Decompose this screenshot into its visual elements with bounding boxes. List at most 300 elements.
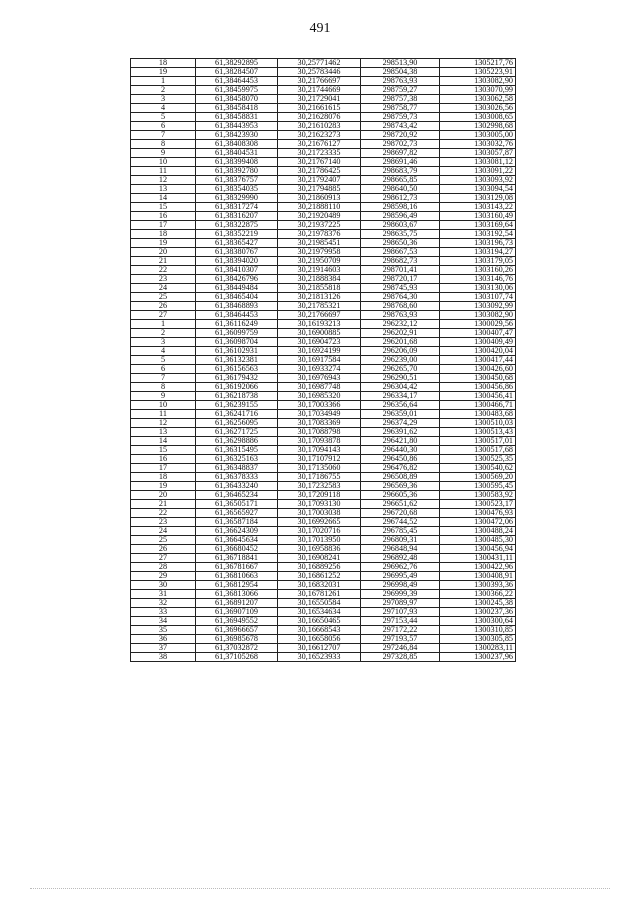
table-row bbox=[131, 401, 516, 410]
coord-y-cell: 1303194,27 bbox=[440, 248, 516, 257]
longitude-cell: 30,16904723 bbox=[278, 338, 361, 347]
latitude-cell: 61,38465404 bbox=[196, 293, 278, 302]
coord-x-cell: 298596,49 bbox=[361, 212, 440, 221]
latitude-cell: 61,38284507 bbox=[196, 68, 278, 77]
coord-x-cell: 296508,89 bbox=[361, 473, 440, 482]
coord-x-cell: 296440,30 bbox=[361, 446, 440, 455]
coord-x-cell: 296892,48 bbox=[361, 554, 440, 563]
table-row bbox=[131, 167, 516, 176]
coord-x-cell: 298720,92 bbox=[361, 131, 440, 140]
coord-x-cell: 298650,36 bbox=[361, 239, 440, 248]
table-row bbox=[131, 599, 516, 608]
coord-y-cell: 1303057,87 bbox=[440, 149, 516, 158]
latitude-cell: 61,36325163 bbox=[196, 455, 278, 464]
point-number-cell: 8 bbox=[131, 140, 196, 149]
coord-y-cell: 1303062,58 bbox=[440, 95, 516, 104]
point-number-cell: 22 bbox=[131, 509, 196, 518]
coord-x-cell: 296744,52 bbox=[361, 518, 440, 527]
coord-y-cell: 1300569,20 bbox=[440, 473, 516, 482]
latitude-cell: 61,36256095 bbox=[196, 419, 278, 428]
coord-x-cell: 296848,94 bbox=[361, 545, 440, 554]
longitude-cell: 30,16889256 bbox=[278, 563, 361, 572]
coord-x-cell: 298743,42 bbox=[361, 122, 440, 131]
coord-x-cell: 297153,44 bbox=[361, 617, 440, 626]
coord-x-cell: 298667,53 bbox=[361, 248, 440, 257]
point-number-cell: 13 bbox=[131, 185, 196, 194]
point-number-cell: 12 bbox=[131, 419, 196, 428]
table-row bbox=[131, 482, 516, 491]
latitude-cell: 61,36505171 bbox=[196, 500, 278, 509]
table-row bbox=[131, 455, 516, 464]
table-row bbox=[131, 77, 516, 86]
coord-x-cell: 296290,51 bbox=[361, 374, 440, 383]
table-row bbox=[131, 356, 516, 365]
latitude-cell: 61,38443953 bbox=[196, 122, 278, 131]
coord-x-cell: 298720,17 bbox=[361, 275, 440, 284]
latitude-cell: 61,36891207 bbox=[196, 599, 278, 608]
point-number-cell: 27 bbox=[131, 554, 196, 563]
table-row bbox=[131, 302, 516, 311]
coord-x-cell: 296476,82 bbox=[361, 464, 440, 473]
latitude-cell: 61,36348837 bbox=[196, 464, 278, 473]
latitude-cell: 61,37105268 bbox=[196, 653, 278, 662]
coord-y-cell: 1303093,92 bbox=[440, 176, 516, 185]
point-number-cell: 36 bbox=[131, 635, 196, 644]
latitude-cell: 61,36239155 bbox=[196, 401, 278, 410]
longitude-cell: 30,16550584 bbox=[278, 599, 361, 608]
point-number-cell: 6 bbox=[131, 122, 196, 131]
point-number-cell: 20 bbox=[131, 491, 196, 500]
table-row bbox=[131, 446, 516, 455]
point-number-cell: 11 bbox=[131, 167, 196, 176]
coord-y-cell: 1300237,36 bbox=[440, 608, 516, 617]
point-number-cell: 37 bbox=[131, 644, 196, 653]
longitude-cell: 30,16917584 bbox=[278, 356, 361, 365]
longitude-cell: 30,17209118 bbox=[278, 491, 361, 500]
coord-y-cell: 1300237,96 bbox=[440, 653, 516, 662]
latitude-cell: 61,38459975 bbox=[196, 86, 278, 95]
longitude-cell: 30,16668543 bbox=[278, 626, 361, 635]
coord-y-cell: 1303032,76 bbox=[440, 140, 516, 149]
point-number-cell: 14 bbox=[131, 194, 196, 203]
latitude-cell: 61,36218738 bbox=[196, 392, 278, 401]
coord-y-cell: 1300513,43 bbox=[440, 428, 516, 437]
coord-y-cell: 1300300,64 bbox=[440, 617, 516, 626]
longitude-cell: 30,16992665 bbox=[278, 518, 361, 527]
latitude-cell: 61,36985678 bbox=[196, 635, 278, 644]
latitude-cell: 61,36241716 bbox=[196, 410, 278, 419]
point-number-cell: 34 bbox=[131, 617, 196, 626]
coord-y-cell: 1305223,91 bbox=[440, 68, 516, 77]
longitude-cell: 30,21860913 bbox=[278, 194, 361, 203]
latitude-cell: 61,37032872 bbox=[196, 644, 278, 653]
point-number-cell: 10 bbox=[131, 158, 196, 167]
table-row bbox=[131, 464, 516, 473]
latitude-cell: 61,38352219 bbox=[196, 230, 278, 239]
latitude-cell: 61,38458418 bbox=[196, 104, 278, 113]
latitude-cell: 61,36102931 bbox=[196, 347, 278, 356]
point-number-cell: 18 bbox=[131, 473, 196, 482]
coord-x-cell: 297089,97 bbox=[361, 599, 440, 608]
point-number-cell: 18 bbox=[131, 230, 196, 239]
table-row bbox=[131, 428, 516, 437]
table-row bbox=[131, 221, 516, 230]
footer-divider bbox=[30, 888, 610, 889]
longitude-cell: 30,17003038 bbox=[278, 509, 361, 518]
coord-y-cell: 1300366,22 bbox=[440, 590, 516, 599]
latitude-cell: 61,36812954 bbox=[196, 581, 278, 590]
table-row bbox=[131, 149, 516, 158]
longitude-cell: 30,21920489 bbox=[278, 212, 361, 221]
latitude-cell: 61,38458831 bbox=[196, 113, 278, 122]
longitude-cell: 30,21855818 bbox=[278, 284, 361, 293]
latitude-cell: 61,38392780 bbox=[196, 167, 278, 176]
table-row bbox=[131, 374, 516, 383]
latitude-cell: 61,36156563 bbox=[196, 365, 278, 374]
coord-y-cell: 1303082,90 bbox=[440, 311, 516, 320]
latitude-cell: 61,36645634 bbox=[196, 536, 278, 545]
coord-y-cell: 1303192,54 bbox=[440, 230, 516, 239]
longitude-cell: 30,16900885 bbox=[278, 329, 361, 338]
coord-y-cell: 1300456,94 bbox=[440, 545, 516, 554]
longitude-cell: 30,21766697 bbox=[278, 77, 361, 86]
coord-x-cell: 298598,16 bbox=[361, 203, 440, 212]
coord-x-cell: 298683,79 bbox=[361, 167, 440, 176]
coord-y-cell: 1303107,74 bbox=[440, 293, 516, 302]
coord-y-cell: 1300305,85 bbox=[440, 635, 516, 644]
coord-x-cell: 298702,73 bbox=[361, 140, 440, 149]
coord-y-cell: 1303179,05 bbox=[440, 257, 516, 266]
table-row bbox=[131, 194, 516, 203]
table-row bbox=[131, 95, 516, 104]
longitude-cell: 30,16523933 bbox=[278, 653, 361, 662]
latitude-cell: 61,38464453 bbox=[196, 77, 278, 86]
coord-y-cell: 1303091,22 bbox=[440, 167, 516, 176]
table-row bbox=[131, 158, 516, 167]
point-number-cell: 1 bbox=[131, 77, 196, 86]
table-row bbox=[131, 581, 516, 590]
longitude-cell: 30,25783446 bbox=[278, 68, 361, 77]
longitude-cell: 30,21676127 bbox=[278, 140, 361, 149]
point-number-cell: 19 bbox=[131, 239, 196, 248]
point-number-cell: 25 bbox=[131, 293, 196, 302]
longitude-cell: 30,17093878 bbox=[278, 437, 361, 446]
longitude-cell: 30,21729041 bbox=[278, 95, 361, 104]
coord-y-cell: 1300393,36 bbox=[440, 581, 516, 590]
point-number-cell: 5 bbox=[131, 113, 196, 122]
longitude-cell: 30,21628076 bbox=[278, 113, 361, 122]
latitude-cell: 61,38376757 bbox=[196, 176, 278, 185]
longitude-cell: 30,17107912 bbox=[278, 455, 361, 464]
table-row bbox=[131, 536, 516, 545]
coord-x-cell: 297246,84 bbox=[361, 644, 440, 653]
table-row bbox=[131, 185, 516, 194]
table-row bbox=[131, 293, 516, 302]
coord-y-cell: 1300245,38 bbox=[440, 599, 516, 608]
coord-y-cell: 1300283,11 bbox=[440, 644, 516, 653]
longitude-cell: 30,16832031 bbox=[278, 581, 361, 590]
coord-x-cell: 298697,82 bbox=[361, 149, 440, 158]
coord-x-cell: 296304,42 bbox=[361, 383, 440, 392]
longitude-cell: 30,21794885 bbox=[278, 185, 361, 194]
longitude-cell: 30,21914603 bbox=[278, 266, 361, 275]
coord-x-cell: 296232,12 bbox=[361, 320, 440, 329]
coord-x-cell: 298603,67 bbox=[361, 221, 440, 230]
point-number-cell: 17 bbox=[131, 464, 196, 473]
table-row bbox=[131, 590, 516, 599]
latitude-cell: 61,36132381 bbox=[196, 356, 278, 365]
longitude-cell: 30,16534634 bbox=[278, 608, 361, 617]
point-number-cell: 10 bbox=[131, 401, 196, 410]
coord-y-cell: 1300409,49 bbox=[440, 338, 516, 347]
latitude-cell: 61,38468893 bbox=[196, 302, 278, 311]
point-number-cell: 4 bbox=[131, 104, 196, 113]
coord-y-cell: 1300540,62 bbox=[440, 464, 516, 473]
longitude-cell: 30,16612707 bbox=[278, 644, 361, 653]
point-number-cell: 15 bbox=[131, 203, 196, 212]
coord-y-cell: 1300466,71 bbox=[440, 401, 516, 410]
longitude-cell: 30,21978376 bbox=[278, 230, 361, 239]
page-number: 491 bbox=[309, 21, 331, 36]
table-row bbox=[131, 203, 516, 212]
point-number-cell: 35 bbox=[131, 626, 196, 635]
point-number-cell: 7 bbox=[131, 131, 196, 140]
longitude-cell: 30,17135060 bbox=[278, 464, 361, 473]
point-number-cell: 2 bbox=[131, 86, 196, 95]
table-row bbox=[131, 608, 516, 617]
point-number-cell: 20 bbox=[131, 248, 196, 257]
table-row bbox=[131, 131, 516, 140]
table-row bbox=[131, 347, 516, 356]
coord-y-cell: 1300595,45 bbox=[440, 482, 516, 491]
longitude-cell: 30,21766697 bbox=[278, 311, 361, 320]
coord-y-cell: 1303196,73 bbox=[440, 239, 516, 248]
table-row bbox=[131, 653, 516, 662]
latitude-cell: 61,36781667 bbox=[196, 563, 278, 572]
coordinates-table-body bbox=[131, 59, 516, 662]
longitude-cell: 30,21888384 bbox=[278, 275, 361, 284]
longitude-cell: 30,21985451 bbox=[278, 239, 361, 248]
point-number-cell: 19 bbox=[131, 482, 196, 491]
point-number-cell: 31 bbox=[131, 590, 196, 599]
coord-x-cell: 296995,49 bbox=[361, 572, 440, 581]
coord-y-cell: 1303008,65 bbox=[440, 113, 516, 122]
latitude-cell: 61,36907109 bbox=[196, 608, 278, 617]
table-row bbox=[131, 644, 516, 653]
coord-x-cell: 296999,39 bbox=[361, 590, 440, 599]
coord-y-cell: 1300417,44 bbox=[440, 356, 516, 365]
table-row bbox=[131, 311, 516, 320]
coord-x-cell: 296239,00 bbox=[361, 356, 440, 365]
latitude-cell: 61,36116249 bbox=[196, 320, 278, 329]
table-row bbox=[131, 491, 516, 500]
latitude-cell: 61,38404531 bbox=[196, 149, 278, 158]
latitude-cell: 61,36813066 bbox=[196, 590, 278, 599]
coord-x-cell: 298757,38 bbox=[361, 95, 440, 104]
longitude-cell: 30,16781261 bbox=[278, 590, 361, 599]
latitude-cell: 61,38449484 bbox=[196, 284, 278, 293]
point-number-cell: 11 bbox=[131, 410, 196, 419]
coord-x-cell: 296206,09 bbox=[361, 347, 440, 356]
latitude-cell: 61,36465234 bbox=[196, 491, 278, 500]
table-row bbox=[131, 140, 516, 149]
table-row bbox=[131, 509, 516, 518]
latitude-cell: 61,38329990 bbox=[196, 194, 278, 203]
latitude-cell: 61,38464453 bbox=[196, 311, 278, 320]
table-row bbox=[131, 212, 516, 221]
point-number-cell: 22 bbox=[131, 266, 196, 275]
latitude-cell: 61,38410307 bbox=[196, 266, 278, 275]
table-row bbox=[131, 365, 516, 374]
coord-y-cell: 1303146,76 bbox=[440, 275, 516, 284]
longitude-cell: 30,16650465 bbox=[278, 617, 361, 626]
point-number-cell: 9 bbox=[131, 149, 196, 158]
coord-y-cell: 1300422,96 bbox=[440, 563, 516, 572]
coord-x-cell: 296265,70 bbox=[361, 365, 440, 374]
coord-x-cell: 298682,73 bbox=[361, 257, 440, 266]
table-row bbox=[131, 59, 516, 68]
longitude-cell: 30,16933274 bbox=[278, 365, 361, 374]
latitude-cell: 61,36966657 bbox=[196, 626, 278, 635]
point-number-cell: 25 bbox=[131, 536, 196, 545]
coord-x-cell: 297107,93 bbox=[361, 608, 440, 617]
coord-x-cell: 296785,45 bbox=[361, 527, 440, 536]
coord-y-cell: 1300456,41 bbox=[440, 392, 516, 401]
point-number-cell: 6 bbox=[131, 365, 196, 374]
coord-y-cell: 1300310,85 bbox=[440, 626, 516, 635]
table-row bbox=[131, 392, 516, 401]
latitude-cell: 61,36949552 bbox=[196, 617, 278, 626]
table-row bbox=[131, 329, 516, 338]
table-row bbox=[131, 176, 516, 185]
latitude-cell: 61,36315495 bbox=[196, 446, 278, 455]
coord-y-cell: 1303129,08 bbox=[440, 194, 516, 203]
coord-y-cell: 1303026,56 bbox=[440, 104, 516, 113]
table-row bbox=[131, 473, 516, 482]
coord-y-cell: 1300583,92 bbox=[440, 491, 516, 500]
table-row bbox=[131, 275, 516, 284]
point-number-cell: 5 bbox=[131, 356, 196, 365]
coord-x-cell: 296334,17 bbox=[361, 392, 440, 401]
coord-x-cell: 298701,41 bbox=[361, 266, 440, 275]
table-row bbox=[131, 419, 516, 428]
coord-x-cell: 298759,73 bbox=[361, 113, 440, 122]
latitude-cell: 61,38316207 bbox=[196, 212, 278, 221]
longitude-cell: 30,21813126 bbox=[278, 293, 361, 302]
coord-x-cell: 296391,62 bbox=[361, 428, 440, 437]
latitude-cell: 61,38399408 bbox=[196, 158, 278, 167]
longitude-cell: 30,17186755 bbox=[278, 473, 361, 482]
latitude-cell: 61,38354035 bbox=[196, 185, 278, 194]
coord-y-cell: 1300485,30 bbox=[440, 536, 516, 545]
coord-y-cell: 1300450,68 bbox=[440, 374, 516, 383]
table-row bbox=[131, 266, 516, 275]
coord-y-cell: 1300476,93 bbox=[440, 509, 516, 518]
coord-y-cell: 1303081,12 bbox=[440, 158, 516, 167]
point-number-cell: 13 bbox=[131, 428, 196, 437]
coord-y-cell: 1300408,91 bbox=[440, 572, 516, 581]
coord-y-cell: 1303160,26 bbox=[440, 266, 516, 275]
longitude-cell: 30,21785321 bbox=[278, 302, 361, 311]
longitude-cell: 30,21950709 bbox=[278, 257, 361, 266]
coord-y-cell: 1303005,00 bbox=[440, 131, 516, 140]
table-row bbox=[131, 545, 516, 554]
longitude-cell: 30,16924199 bbox=[278, 347, 361, 356]
coord-y-cell: 1300456,86 bbox=[440, 383, 516, 392]
latitude-cell: 61,36565927 bbox=[196, 509, 278, 518]
coord-x-cell: 298612,73 bbox=[361, 194, 440, 203]
coord-y-cell: 1300517,01 bbox=[440, 437, 516, 446]
latitude-cell: 61,36718841 bbox=[196, 554, 278, 563]
table-row bbox=[131, 572, 516, 581]
point-number-cell: 38 bbox=[131, 653, 196, 662]
latitude-cell: 61,36098704 bbox=[196, 338, 278, 347]
point-number-cell: 16 bbox=[131, 212, 196, 221]
coord-x-cell: 296720,68 bbox=[361, 509, 440, 518]
longitude-cell: 30,17020716 bbox=[278, 527, 361, 536]
coord-x-cell: 296605,36 bbox=[361, 491, 440, 500]
latitude-cell: 61,36099759 bbox=[196, 329, 278, 338]
coord-y-cell: 1303143,22 bbox=[440, 203, 516, 212]
coord-y-cell: 1302998,68 bbox=[440, 122, 516, 131]
coord-y-cell: 1300525,35 bbox=[440, 455, 516, 464]
coord-y-cell: 1300488,24 bbox=[440, 527, 516, 536]
coord-y-cell: 1300483,68 bbox=[440, 410, 516, 419]
coord-y-cell: 1300517,68 bbox=[440, 446, 516, 455]
longitude-cell: 30,21888110 bbox=[278, 203, 361, 212]
point-number-cell: 27 bbox=[131, 311, 196, 320]
point-number-cell: 4 bbox=[131, 347, 196, 356]
point-number-cell: 14 bbox=[131, 437, 196, 446]
point-number-cell: 26 bbox=[131, 302, 196, 311]
latitude-cell: 61,38380767 bbox=[196, 248, 278, 257]
table-row bbox=[131, 122, 516, 131]
latitude-cell: 61,36179432 bbox=[196, 374, 278, 383]
longitude-cell: 30,21767140 bbox=[278, 158, 361, 167]
coord-x-cell: 297328,85 bbox=[361, 653, 440, 662]
point-number-cell: 21 bbox=[131, 500, 196, 509]
coord-x-cell: 298504,38 bbox=[361, 68, 440, 77]
table-row bbox=[131, 626, 516, 635]
longitude-cell: 30,21723335 bbox=[278, 149, 361, 158]
table-row bbox=[131, 248, 516, 257]
point-number-cell: 23 bbox=[131, 518, 196, 527]
point-number-cell: 12 bbox=[131, 176, 196, 185]
point-number-cell: 3 bbox=[131, 338, 196, 347]
latitude-cell: 61,38458070 bbox=[196, 95, 278, 104]
latitude-cell: 61,38426796 bbox=[196, 275, 278, 284]
point-number-cell: 7 bbox=[131, 374, 196, 383]
latitude-cell: 61,38423930 bbox=[196, 131, 278, 140]
point-number-cell: 16 bbox=[131, 455, 196, 464]
point-number-cell: 8 bbox=[131, 383, 196, 392]
longitude-cell: 30,16861252 bbox=[278, 572, 361, 581]
coord-y-cell: 1300523,17 bbox=[440, 500, 516, 509]
latitude-cell: 61,36624309 bbox=[196, 527, 278, 536]
table-row bbox=[131, 410, 516, 419]
coord-y-cell: 1300029,56 bbox=[440, 320, 516, 329]
longitude-cell: 30,17013950 bbox=[278, 536, 361, 545]
longitude-cell: 30,16193213 bbox=[278, 320, 361, 329]
coord-x-cell: 296201,68 bbox=[361, 338, 440, 347]
coord-y-cell: 1303094,54 bbox=[440, 185, 516, 194]
point-number-cell: 28 bbox=[131, 563, 196, 572]
coord-y-cell: 1303082,90 bbox=[440, 77, 516, 86]
coord-x-cell: 298745,93 bbox=[361, 284, 440, 293]
table-row bbox=[131, 320, 516, 329]
coord-x-cell: 298691,46 bbox=[361, 158, 440, 167]
point-number-cell: 1 bbox=[131, 320, 196, 329]
